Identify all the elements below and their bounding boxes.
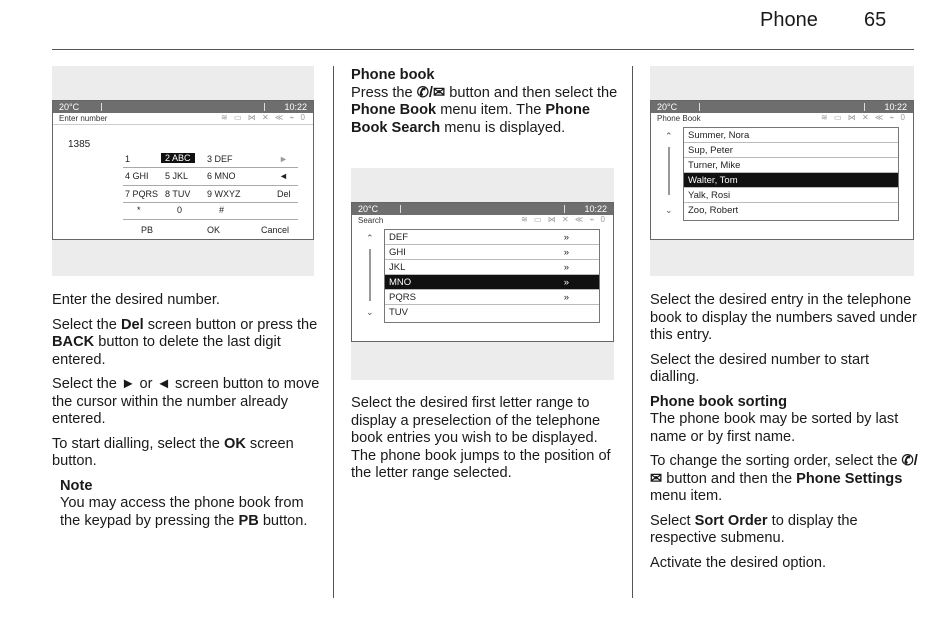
key-6[interactable]: 6 MNO <box>207 171 236 181</box>
key-separator <box>123 219 298 220</box>
status-icons: ≋ ▭ ⋈ ✕ ≪ ⌁ 0 <box>521 215 607 224</box>
header-rule <box>52 49 914 50</box>
status-divider <box>400 205 401 213</box>
key-1[interactable]: 1 <box>125 154 131 164</box>
paragraph: To start dialling, select the OK screen button. <box>52 435 294 469</box>
screen-label: Enter number <box>59 114 108 123</box>
contact-item[interactable]: Summer, Nora <box>684 128 898 143</box>
keypad-screen <box>52 100 314 240</box>
column-divider-2 <box>632 66 633 598</box>
note-title: Note <box>60 477 93 494</box>
contact-item-selected[interactable]: Walter, Tom <box>684 173 898 188</box>
section-title: Phone <box>760 9 818 31</box>
chevron-right-icon: » <box>563 232 569 243</box>
key-0[interactable]: 0 <box>177 205 183 215</box>
paragraph: Enter the desired number. <box>52 292 220 308</box>
entered-number: 1385 <box>68 139 91 150</box>
scroll-down-icon[interactable]: ⌄ <box>665 205 673 215</box>
list-item[interactable]: JKL » <box>385 260 599 275</box>
screen-subtitle-bar <box>651 113 913 124</box>
temperature-readout: 20°C <box>657 102 678 112</box>
del-button[interactable]: Del <box>277 189 291 199</box>
paragraph: To change the sorting order, select the ✆/✉ button and then the Phone Settings menu item. <box>650 453 918 504</box>
letter-range-list <box>384 229 600 323</box>
screen-subtitle-bar <box>53 113 313 125</box>
status-bar <box>53 101 313 113</box>
search-screen <box>351 202 614 342</box>
phonebook-screen <box>650 100 914 240</box>
contact-list <box>683 127 899 221</box>
status-icons: ≋ ▭ ⋈ ✕ ≪ ⌁ 0 <box>821 113 907 122</box>
list-item[interactable]: GHI » <box>385 245 599 260</box>
scroll-up-icon[interactable]: ⌃ <box>665 131 673 141</box>
paragraph: Select Sort Order to display the respective submenu. <box>650 512 858 546</box>
status-divider <box>101 103 102 111</box>
column-2-intro <box>351 67 619 144</box>
column-1-text <box>52 292 320 530</box>
status-divider <box>699 103 700 111</box>
screen-label: Search <box>358 216 384 225</box>
chevron-right-icon: » <box>563 277 569 288</box>
list-item[interactable]: DEF » <box>385 230 599 245</box>
screen-label: Phone Book <box>657 114 701 123</box>
status-divider <box>864 103 865 111</box>
key-hash[interactable]: # <box>219 205 225 215</box>
paragraph: Press the ✆/✉ button and then select the Phone Book menu item. The Phone Book Search menu is displayed. <box>351 84 618 136</box>
cursor-left-button[interactable]: ◄ <box>279 171 288 181</box>
clock-readout: 10:22 <box>284 102 307 112</box>
temperature-readout: 20°C <box>358 204 379 214</box>
cancel-button[interactable]: Cancel <box>261 225 290 235</box>
key-7[interactable]: 7 PQRS <box>125 189 159 199</box>
clock-readout: 10:22 <box>584 204 607 214</box>
note-text: You may access the phone book from the keypad by pressing the PB button. <box>60 495 308 529</box>
contact-item[interactable]: Yalk, Rosi <box>684 188 898 203</box>
key-8[interactable]: 8 TUV <box>165 189 191 199</box>
paragraph: The phone book may be sorted by last name or by first name. <box>650 411 899 445</box>
status-divider <box>564 205 565 213</box>
paragraph: Select the desired first letter range to display a preselection of the telephone book entries you wish to be displayed. The phone book jumps to the position of the letter range selected. <box>351 395 611 481</box>
pb-button[interactable]: PB <box>141 225 154 235</box>
key-4[interactable]: 4 GHI <box>125 171 149 181</box>
scrollbar-track[interactable] <box>668 147 670 195</box>
note-box <box>60 478 320 531</box>
chevron-right-icon: » <box>563 292 569 303</box>
status-divider <box>264 103 265 111</box>
paragraph: Activate the desired option. <box>650 554 827 571</box>
sorting-heading: Phone book sorting <box>650 393 788 410</box>
status-bar <box>352 203 613 215</box>
list-item[interactable]: TUV <box>389 307 408 318</box>
list-item[interactable]: PQRS » <box>385 290 599 305</box>
key-separator <box>123 167 298 168</box>
clock-readout: 10:22 <box>884 102 907 112</box>
paragraph: Select the desired number to start dialling. <box>650 351 870 385</box>
key-3[interactable]: 3 DEF <box>207 154 233 164</box>
paragraph: Select the desired entry in the telephone book to display the numbers saved under this entry. <box>650 292 917 343</box>
chevron-right-icon: » <box>563 247 569 258</box>
key-star[interactable]: * <box>137 205 141 215</box>
column-2-text <box>351 395 619 490</box>
paragraph: Select the Del screen button or press the BACK button to delete the last digit entered. <box>52 316 318 368</box>
key-2[interactable]: 2 ABC <box>161 153 195 163</box>
contact-item[interactable]: Turner, Mike <box>684 158 898 173</box>
list-item-selected[interactable]: MNO » <box>385 275 599 290</box>
status-bar <box>651 101 913 113</box>
status-icons: ≋ ▭ ⋈ ✕ ≪ ⌁ 0 <box>221 113 307 122</box>
scroll-up-icon[interactable]: ⌃ <box>366 233 374 243</box>
cursor-right-button[interactable]: ► <box>279 154 288 164</box>
ok-button[interactable]: OK <box>207 225 221 235</box>
column-3-text <box>650 292 918 579</box>
temperature-readout: 20°C <box>59 102 80 112</box>
key-separator <box>123 202 298 203</box>
phone-book-heading: Phone book <box>351 67 435 83</box>
page-number: 65 <box>864 9 887 31</box>
scrollbar-track[interactable] <box>369 249 371 301</box>
column-divider-1 <box>333 66 334 598</box>
screen-subtitle-bar <box>352 215 613 226</box>
key-5[interactable]: 5 JKL <box>165 171 189 181</box>
chevron-right-icon: » <box>563 262 569 273</box>
key-9[interactable]: 9 WXYZ <box>207 189 241 199</box>
contact-item[interactable]: Sup, Peter <box>684 143 898 158</box>
key-separator <box>123 185 298 186</box>
scroll-down-icon[interactable]: ⌄ <box>366 307 374 317</box>
paragraph: Select the ► or ◄ screen button to move the cursor within the number already entered. <box>52 376 320 427</box>
contact-item[interactable]: Zoo, Robert <box>688 205 739 216</box>
